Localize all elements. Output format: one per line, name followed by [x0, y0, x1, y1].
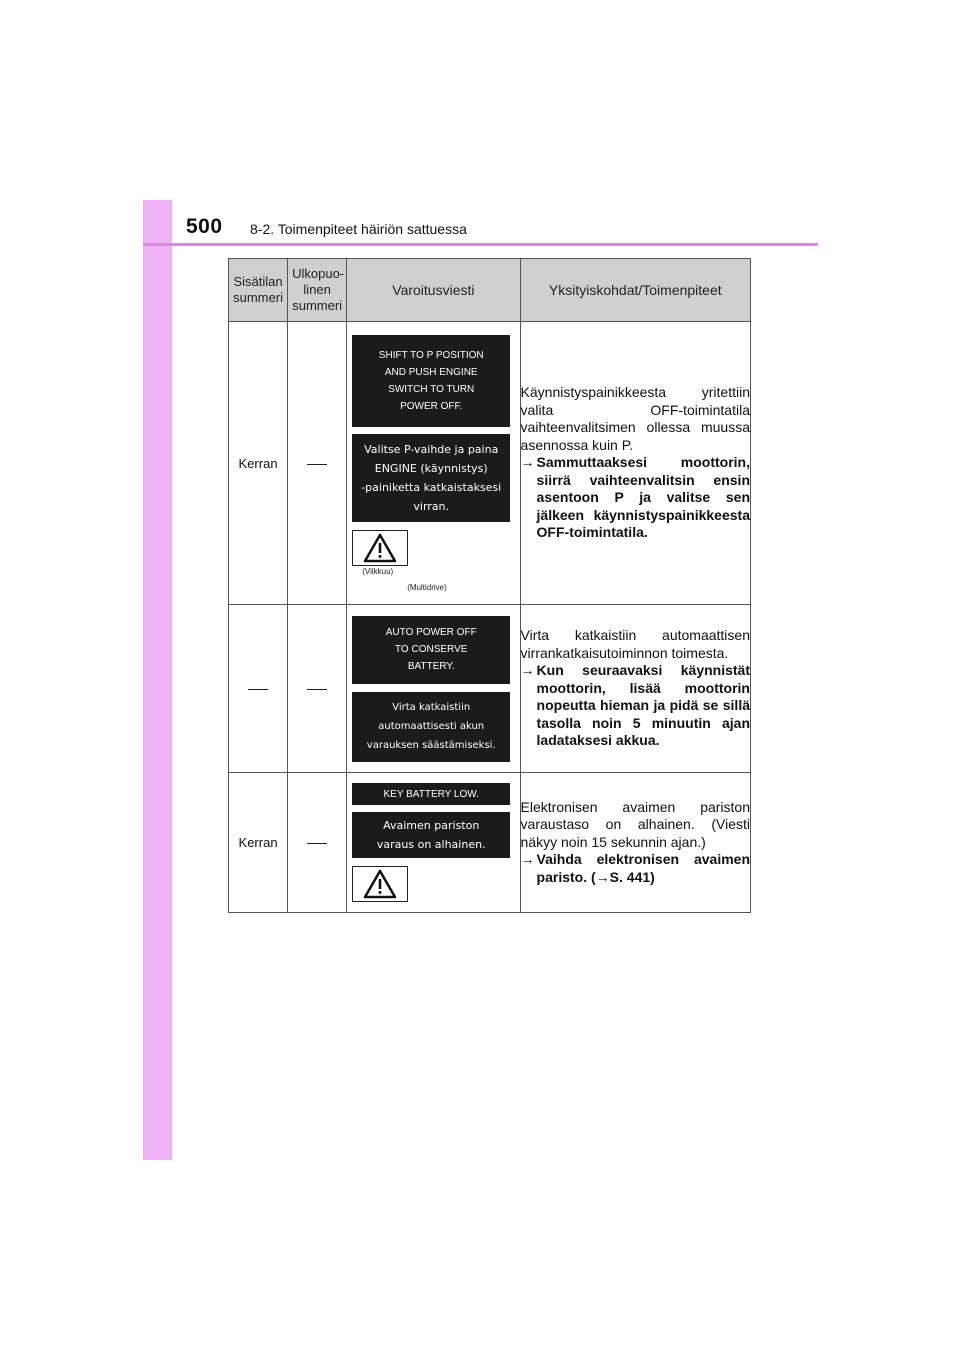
internal-buzzer-value: Kerran	[238, 835, 278, 850]
warning-message-cell	[347, 773, 520, 913]
display-message-fi: Avaimen pariston varaus on alhainen.	[352, 812, 510, 858]
action-text: Vaihda elektronisen avaimen paristo. (→S. 441)	[536, 851, 750, 885]
internal-buzzer-cell	[229, 773, 288, 913]
chapter-side-tab	[143, 200, 172, 1160]
table-row	[229, 605, 751, 773]
external-buzzer-cell	[288, 322, 347, 605]
header-rule	[143, 243, 818, 246]
details-cell	[520, 773, 750, 913]
icon-caption: (Vilkkuu)	[362, 566, 394, 576]
arrow-icon: →	[520, 851, 535, 868]
image-caption: (Multidrive)	[407, 582, 447, 592]
internal-buzzer-value: Kerran	[238, 455, 278, 471]
internal-buzzer-cell	[229, 605, 288, 773]
external-buzzer-dash	[307, 689, 327, 690]
external-buzzer-cell	[288, 605, 347, 773]
warning-message-cell	[347, 322, 520, 605]
table-row	[229, 322, 751, 605]
warning-triangle-icon	[352, 530, 408, 566]
header-warning-message: Varoitusviesti	[347, 259, 520, 322]
details-text: Käynnistyspainikkeesta yritettiin valita OFF-toimintatila vaihteenvalitsimen ollessa muussa asennossa kuin P.	[520, 384, 750, 453]
action-item	[521, 662, 750, 750]
action-text: Kun seuraavaksi käynnistät moottorin, lisää moottorin nopeutta hieman ja pidä se sillä tasolla noin 5 minuutin ajan ladataksesi akkua.	[536, 662, 750, 749]
external-buzzer-cell	[288, 773, 347, 913]
warning-message-table	[228, 258, 751, 913]
arrow-icon: →	[520, 454, 535, 471]
details-text: Virta katkaistiin automaattisen virrankatkaisutoiminnon toimesta.	[520, 627, 750, 661]
display-message-fi: Valitse P-vaihde ja paina ENGINE (käynnistys) -painiketta katkaistaksesi virran.	[352, 434, 510, 522]
warning-triangle-icon	[352, 866, 408, 902]
internal-buzzer-cell	[229, 322, 288, 605]
header-internal-buzzer: Sisätilan summeri	[229, 259, 288, 322]
display-message-fi: Virta katkaistiin automaattisesti akun varauksen säästämiseksi.	[352, 692, 510, 762]
header-details: Yksityiskohdat/Toimenpiteet	[520, 259, 750, 322]
details-cell	[520, 605, 750, 773]
section-title: 8-2. Toimenpiteet häiriön sattuessa	[250, 221, 467, 237]
display-message-en: AUTO POWER OFF TO CONSERVE BATTERY.	[352, 616, 510, 684]
header-external-buzzer: Ulkopuo-linen summeri	[288, 259, 347, 322]
display-message-en: KEY BATTERY LOW.	[352, 783, 510, 805]
action-item	[521, 851, 750, 886]
table-header-row	[229, 259, 751, 322]
warning-message-cell	[347, 605, 520, 773]
table-row	[229, 773, 751, 913]
page-number: 500	[186, 215, 223, 238]
arrow-icon: →	[520, 662, 535, 679]
action-item	[521, 454, 750, 542]
action-text: Sammuttaaksesi moottorin, siirrä vaihteenvalitsin ensin asentoon P ja valitse sen jälkeen käynnistyspainikkeesta OFF-toimintatila.	[536, 454, 750, 541]
details-text: Elektronisen avaimen pariston varaustaso on alhainen. (Viesti näkyy noin 15 sekunnin ajan.)	[520, 798, 750, 850]
external-buzzer-dash	[307, 464, 327, 465]
internal-buzzer-dash	[248, 689, 268, 690]
display-message-en: SHIFT TO P POSITION AND PUSH ENGINE SWITCH TO TURN POWER OFF.	[352, 335, 510, 427]
details-cell	[520, 322, 750, 605]
external-buzzer-dash	[307, 843, 327, 844]
